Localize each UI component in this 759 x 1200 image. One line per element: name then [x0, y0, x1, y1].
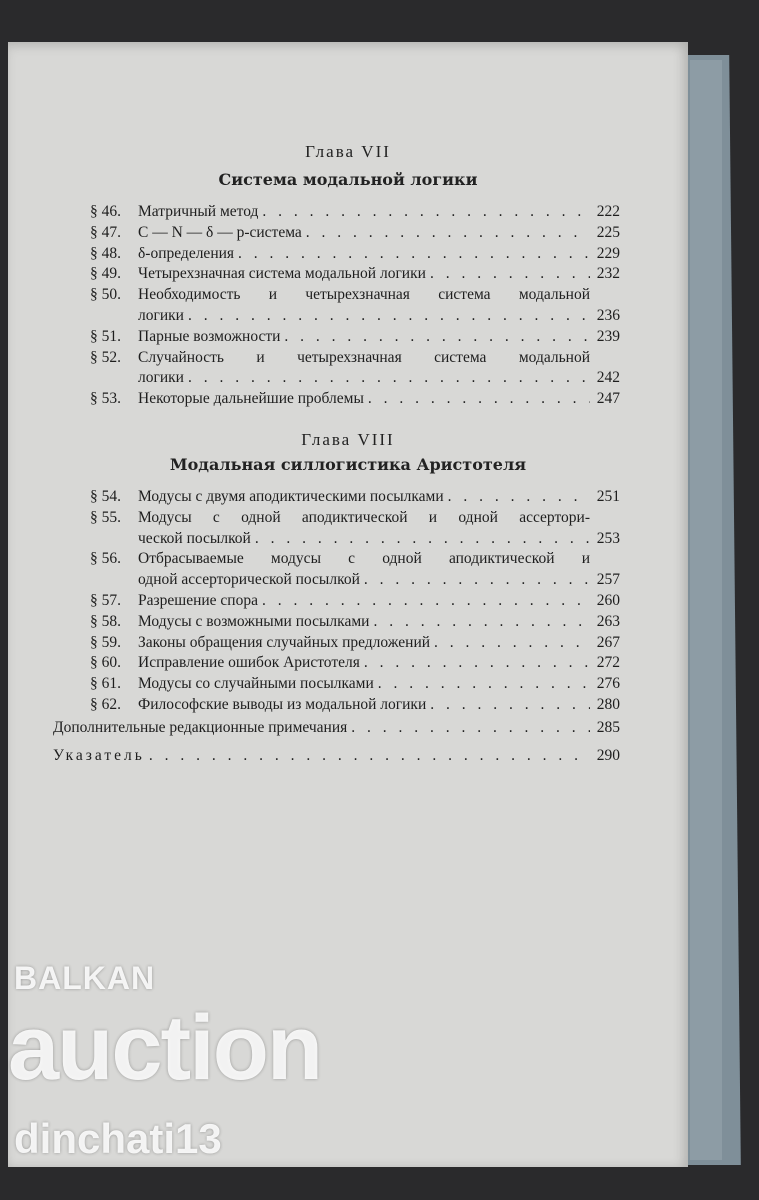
entry-title: логики [138, 306, 184, 324]
entry-title: Парные возможности [138, 327, 281, 345]
section-number: § 59. [90, 633, 121, 651]
entry-page-spacer [590, 285, 620, 306]
entry-page-spacer [590, 348, 620, 369]
section-number: § 48. [90, 244, 121, 262]
section-number [90, 529, 138, 550]
entry-page: 242 [596, 369, 620, 387]
backmatter-toc [53, 718, 620, 767]
entry-title: Матричный метод [138, 203, 259, 220]
entry-title: Исправление ошибок Аристотеля [138, 654, 360, 672]
toc-entry-line [90, 202, 620, 223]
entry-page: 225 [596, 223, 620, 241]
toc-entry-line [90, 244, 620, 265]
chapter-8-title: Модальная силлогистика Аристотеля [169, 455, 527, 474]
toc-entry-line [90, 368, 620, 389]
section-number: § 54. [90, 488, 121, 505]
entry-title: Модусы с возможными посылками [138, 612, 370, 630]
toc-entry-line [90, 327, 620, 348]
section-number [90, 306, 138, 327]
entry-title: Законы обращения случайных предложений [138, 633, 431, 651]
entry-page: 285 [596, 719, 620, 736]
section-number: § 57. [90, 591, 121, 609]
section-number [90, 368, 138, 389]
entry-title: δ-определения [138, 244, 235, 262]
entry-page: 232 [596, 265, 620, 283]
dot-leader [347, 718, 590, 739]
toc-entry-line [90, 508, 620, 529]
dot-leader [251, 529, 590, 550]
dot-leader [430, 633, 590, 654]
watermark-auction: auction [8, 997, 322, 1099]
entry-title: Отбрасываемые модусы с одной аподиктической и [138, 550, 590, 568]
entry-page: 257 [596, 571, 620, 589]
dot-leader [258, 202, 590, 223]
dot-leader [302, 223, 590, 244]
section-number: § 46. [90, 203, 121, 220]
toc-entry-line [90, 570, 620, 591]
entry-page: 253 [596, 529, 620, 547]
entry-title: логики [138, 369, 184, 387]
toc-entry-line [90, 695, 620, 716]
dot-leader [258, 591, 590, 612]
entry-page: 276 [596, 675, 620, 693]
entry-page: 272 [596, 654, 620, 672]
entry-page-spacer [590, 549, 620, 570]
entry-title: Случайность и четырехзначная система модальной [138, 348, 590, 366]
dot-leader [364, 389, 590, 410]
entry-title: Необходимость и четырехзначная система модальной [138, 286, 590, 304]
dot-leader [280, 327, 590, 348]
book-cover-edge-inner [690, 60, 722, 1160]
entry-page: 222 [596, 203, 620, 220]
entry-title: одной ассерторической посылкой [138, 571, 360, 589]
entry-title: C — N — δ — p-система [138, 223, 302, 241]
entry-title: Указатель [53, 746, 145, 764]
toc-entry-line [90, 223, 620, 244]
toc-entry-line [90, 348, 620, 369]
entry-page: 251 [596, 488, 620, 505]
dot-leader [444, 487, 590, 508]
section-number: § 56. [90, 550, 121, 568]
toc-entry-line [90, 389, 620, 410]
dot-leader [360, 653, 590, 674]
section-number: § 55. [90, 508, 121, 526]
chapter-7-label: Глава VII [305, 142, 391, 161]
toc-entry-line [90, 612, 620, 633]
dot-leader [426, 264, 590, 285]
toc-entry-notes [53, 718, 620, 739]
entry-title: Некоторые дальнейшие проблемы [138, 390, 364, 408]
entry-page: 239 [596, 327, 620, 345]
dot-leader [360, 570, 590, 591]
dot-leader [184, 306, 590, 327]
section-number: § 51. [90, 327, 121, 345]
section-number: § 52. [90, 348, 121, 366]
entry-title: Модусы с двумя аподиктическими посылками [138, 488, 444, 505]
toc-entry-line [90, 306, 620, 327]
toc-entry-line [90, 549, 620, 570]
entry-title: Модусы с одной аподиктической и одной ассертори- [138, 508, 590, 526]
entry-title: ческой посылкой [138, 529, 251, 547]
section-number: § 61. [90, 675, 121, 693]
toc-entry-line [90, 285, 620, 306]
watermark-username: dinchati13 [14, 1115, 222, 1162]
chapter-8-label: Глава VIII [301, 430, 395, 449]
toc-entry-line [90, 591, 620, 612]
dot-leader [145, 746, 590, 767]
entry-page: 267 [596, 633, 620, 651]
dot-leader [184, 368, 590, 389]
toc-entry-line [90, 674, 620, 695]
entry-title: Философские выводы из модальной логики [138, 695, 427, 713]
section-number [90, 570, 138, 591]
section-number: § 60. [90, 654, 121, 672]
entry-page-spacer [590, 508, 620, 529]
dot-leader [369, 612, 590, 633]
entry-title: Модусы со случайными посылками [138, 675, 374, 693]
watermark-balkan: BALKAN [14, 960, 156, 996]
toc-entry-line [90, 487, 620, 508]
chapter-8-toc [90, 487, 620, 716]
entry-page: 263 [596, 612, 620, 630]
dot-leader [426, 695, 590, 716]
toc-entry-index [53, 746, 620, 767]
toc-entry-line [90, 633, 620, 654]
section-number: § 50. [90, 286, 121, 304]
entry-page: 290 [596, 746, 620, 764]
chapter-7-title: Система модальной логики [218, 170, 478, 189]
section-number: § 47. [90, 223, 121, 241]
entry-page: 260 [596, 591, 620, 609]
toc-entry-line [90, 264, 620, 285]
entry-title: Дополнительные редакционные примечания [53, 719, 348, 736]
entry-page: 236 [596, 306, 620, 324]
dot-leader [374, 674, 590, 695]
entry-page: 280 [596, 695, 620, 713]
toc-entry-line [90, 529, 620, 550]
section-number: § 49. [90, 265, 121, 283]
section-number: § 58. [90, 612, 121, 630]
dot-leader [234, 244, 590, 265]
entry-page: 229 [596, 244, 620, 262]
entry-page: 247 [596, 390, 620, 408]
entry-title: Разрешение спора [138, 591, 258, 609]
section-number: § 62. [90, 695, 121, 713]
section-number: § 53. [90, 390, 121, 408]
toc-entry-line [90, 653, 620, 674]
entry-title: Четырехзначная система модальной логики [138, 265, 426, 283]
chapter-7-toc [90, 202, 620, 410]
